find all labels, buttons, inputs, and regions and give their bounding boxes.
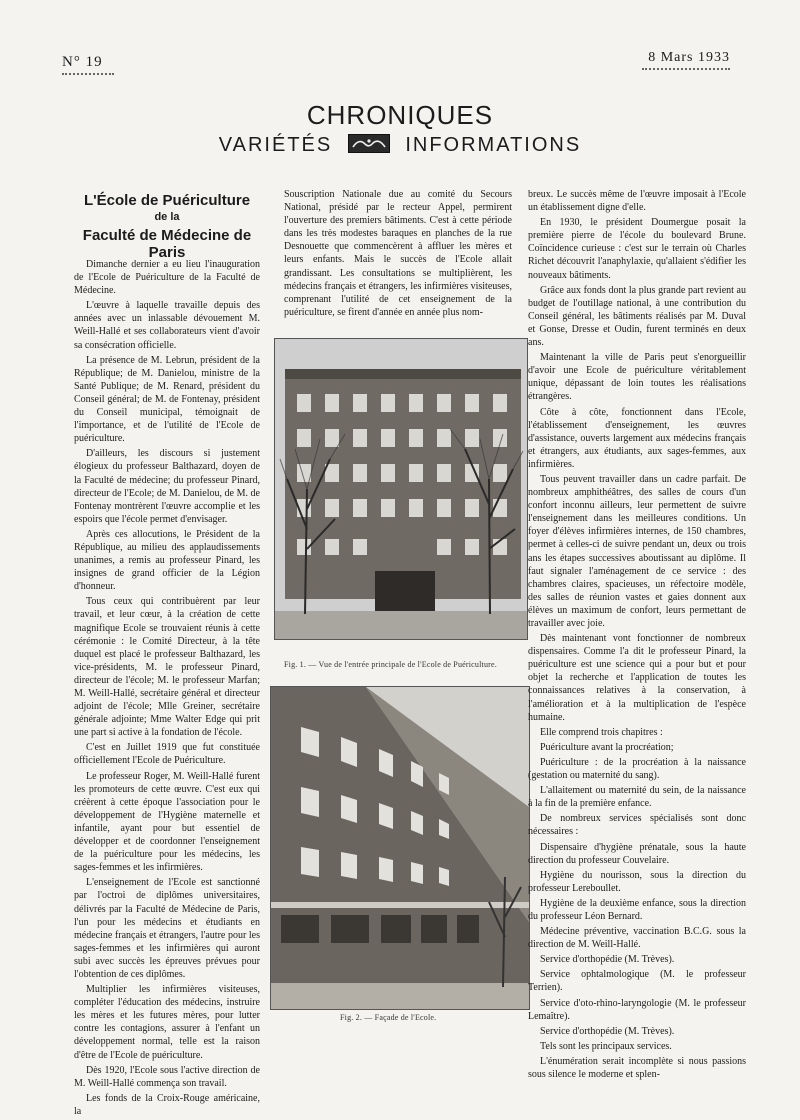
paragraph: Multiplier les infirmières visiteuses, compléter l'éducation des médecins, instruire les mères et les futures mères, pour lutter contre les contagions, assurer à l'enfant un développement normal, telle est la raison d'être de l'Ecole de puériculture. <box>74 984 260 1061</box>
column-2 <box>284 188 512 321</box>
paragraph: Dès maintenant vont fonctionner de nombreux dispensaires. Comme l'a dit le professeur Pinard, la puériculture est une science qui a pour but et pour objet la recherche et l'application de toutes les connaissances relatives à la conservation, à l'amélioration et à la multiplication de l'espèce humaine. <box>528 633 746 723</box>
masthead-left: VARIÉTÉS <box>218 134 333 156</box>
paragraph: L'énumération serait incomplète si nous passions sous silence le moderne et splen- <box>528 1055 746 1080</box>
paragraph: Service ophtalmologique (M. le professeur Terrien). <box>528 969 746 994</box>
paragraph: Service d'oto-rhino-laryngologie (M. le professeur Lemaître). <box>528 997 746 1022</box>
paragraph: L'allaitement ou maternité du sein, de la naissance à la fin de la première enfance. <box>528 785 746 810</box>
ornament-icon <box>348 134 390 153</box>
issue-number: N° 19 <box>62 54 103 70</box>
paragraph: Dispensaire d'hygiène prénatale, sous la haute direction du professeur Couvelaire. <box>528 841 746 866</box>
paragraph: Tels sont les principaux services. <box>540 1040 672 1052</box>
paragraph: Hygiène de la deuxième enfance, sous la direction du professeur Léon Bernard. <box>528 897 746 922</box>
figure-1-caption: Fig. 1. — Vue de l'entrée principale de l'Ecole de Puériculture. <box>284 660 497 669</box>
article-title-line1: L'École de Puériculture <box>83 192 251 209</box>
paragraph: Grâce aux fonds dont la plus grande part revient au budget de l'outillage national, à une contribution du Conseil général, les bâtiments réalisés par M. Duval et Gonse, Dresse et Oudin, furent terminés en deux ans. <box>528 284 746 349</box>
header-rule-left <box>62 73 114 75</box>
paragraph: Les fonds de la Croix-Rouge américaine, la <box>74 1092 260 1117</box>
figure-1-photo <box>274 338 528 640</box>
article-title <box>74 192 260 261</box>
paragraph: La présence de M. Lebrun, président de la République; de M. Danielou, ministre de la Santé Publique; de M. Renard, président du Conseil général; de M. de Fontenay, président du Conseil municipal, témoignait de l'importance, et de l'utilité de l'Ecole de puériculture. <box>74 354 260 445</box>
masthead-title: CHRONIQUES <box>306 100 494 130</box>
paragraph: Dès 1920, l'Ecole sous l'active direction de M. Weill-Hallé commença son travail. <box>74 1064 260 1089</box>
masthead-subtitle <box>0 134 800 157</box>
paragraph: Tous ceux qui contribuèrent par leur travail, et leur cœur, à la création de cette magnifique Ecole se trouvaient réunis à cette cérémonie : le Comité Directeur, à la tête duquel est placé le professeur Balthazard, les vice-présidents, M. le professeur Pinard, directeur de l'école; M. le professeur Marfan; M. Weill-Hallé, secrétaire général et directeur adjoint de l'école; Mlle Greiner, secrétaire générale adjointe; Mme Walter Edge qui prit une part si active à la fondation de l'école. <box>74 596 260 739</box>
paragraph: breux. Le succès même de l'œuvre imposait à l'Ecole un établissement digne d'elle. <box>528 189 746 214</box>
issue-date: 8 Mars 1933 <box>648 50 730 65</box>
paragraph: D'ailleurs, les discours si justement élogieux du professeur Balthazard, doyen de la Faculté de médecine; du professeur Pinard, directeur de l'Ecole; de M. Danielou, de M. de Fontenay montrèrent l'œuvre accomplie et les espoirs que l'école permet d'envisager. <box>74 448 260 525</box>
paragraph: Service d'orthopédie (M. Trèves). <box>540 1025 675 1037</box>
paragraph: Côte à côte, fonctionnent dans l'Ecole, l'établissement d'enseignement, les œuvres d'assistance, ouverts largement aux médecins français et étrangers, aux étudiants, aux sages-femmes, aux infirmières. <box>528 406 746 470</box>
paragraph: Tous peuvent travailler dans un cadre parfait. De nombreux amphithéâtres, des salles de cours d'un confort inconnu ailleurs, leur permettent de suivre l'enseignement dans les meilleures conditions. Un foyer d'élèves infirmières internes, de 150 chambres, permet à celles-ci de suivre pendant un, deux ou trois ans les étapes successives aboutissant au diplôme. Il faut signaler l'aménagement de ce service : des chambres claires, spacieuses, un réfectoire modèle, des salles de réunion vastes et gaies donnent aux élèves un maximum de confort, leurs permettant de travailler avec joie. <box>528 473 746 629</box>
figure-2-photo <box>270 686 530 1010</box>
paragraph: Souscription Nationale due au comité du Secours National, présidé par le recteur Appel, permirent l'ouverture des premiers bâtiments. C'est à cette période dans les très modestes baraques en planches de la rue Desnouette que commencèrent à affluer les mères et leurs enfants. Mais le succès de l'Ecole allait grandissant. Les consultations se multiplièrent, les médecins français et étrangers, les infirmières visiteuses, comprenant l'utilité de cet enseignement de la puériculture, se firent d'année en année plus nom- <box>284 189 512 318</box>
paragraph: Puériculture avant la procréation; <box>540 741 674 753</box>
paragraph: L'œuvre à laquelle travaille depuis des années avec un inlassable dévouement M. Weill-Hallé et ses collaborateurs vient d'avoir sa consécration officielle. <box>74 300 260 351</box>
paragraph: Médecine préventive, vaccination B.C.G. sous la direction de M. Weill-Hallé. <box>528 926 746 951</box>
article-title-line3: Faculté de Médecine de Paris <box>82 227 252 261</box>
column-1 <box>74 258 260 1120</box>
paragraph: En 1930, le président Doumergue posait la première pierre de l'école du boulevard Brune. Coïncidence curieuse : c'est sur le terrain où Charles Richet découvrit l'anaphylaxie, qu'allaient s'édifier les nouveaux bâtiments. <box>528 217 746 281</box>
paragraph: C'est en Juillet 1919 que fut constituée officiellement l'Ecole de Puériculture. <box>74 742 260 767</box>
paragraph: L'enseignement de l'Ecole est sanctionné par l'octroi de diplômes universitaires, délivrés par la Faculté de Médecine de Paris, l'un pour les médecins et étudiants en médecine français et étrangers, l'autre pour les sages-femmes et les infirmières qui auront subi avec succès les épreuves prévues pour l'obtention de ces diplômes. <box>74 877 260 980</box>
paragraph: Hygiène du nourisson, sous la direction du professeur Lereboullet. <box>528 869 746 894</box>
paragraph: Puériculture : de la procréation à la naissance (gestation ou maternité du sang). <box>528 756 746 782</box>
figure-2-caption: Fig. 2. — Façade de l'Ecole. <box>340 1013 437 1022</box>
paragraph: Le professeur Roger, M. Weill-Hallé furent les promoteurs de cette œuvre. C'est eux qui créèrent à cette époque l'association pour le développement de l'Hygiène maternelle et infantile, ayant pour but essentiel de développer et de coordonner l'enseignement de la puériculture pour les médecins, les sages-femmes et les infirmières. <box>74 770 260 874</box>
paragraph: Service d'orthopédie (M. Trèves). <box>540 954 675 966</box>
paragraph: Elle comprend trois chapitres : <box>540 726 663 738</box>
paragraph: Après ces allocutions, le Président de la République, au milieu des applaudissements unanimes, a remis au professeur Pinard, les insignes de grand officier de la Légion d'honneur. <box>74 528 260 593</box>
article-title-line2: de la <box>154 211 180 223</box>
masthead-right: INFORMATIONS <box>405 134 582 156</box>
paragraph: Maintenant la ville de Paris peut s'enorgueillir d'avoir une Ecole de puériculture véritablement unique, dépassant de loin toutes les réalisations étrangères. <box>528 352 746 403</box>
column-3 <box>528 188 746 1083</box>
header-rule-right <box>642 68 730 70</box>
paragraph: Dimanche dernier a eu lieu l'inauguration de l'Ecole de Puériculture de la Faculté de Médecine. <box>74 259 260 297</box>
paragraph: De nombreux services spécialisés sont donc nécessaires : <box>528 813 746 838</box>
